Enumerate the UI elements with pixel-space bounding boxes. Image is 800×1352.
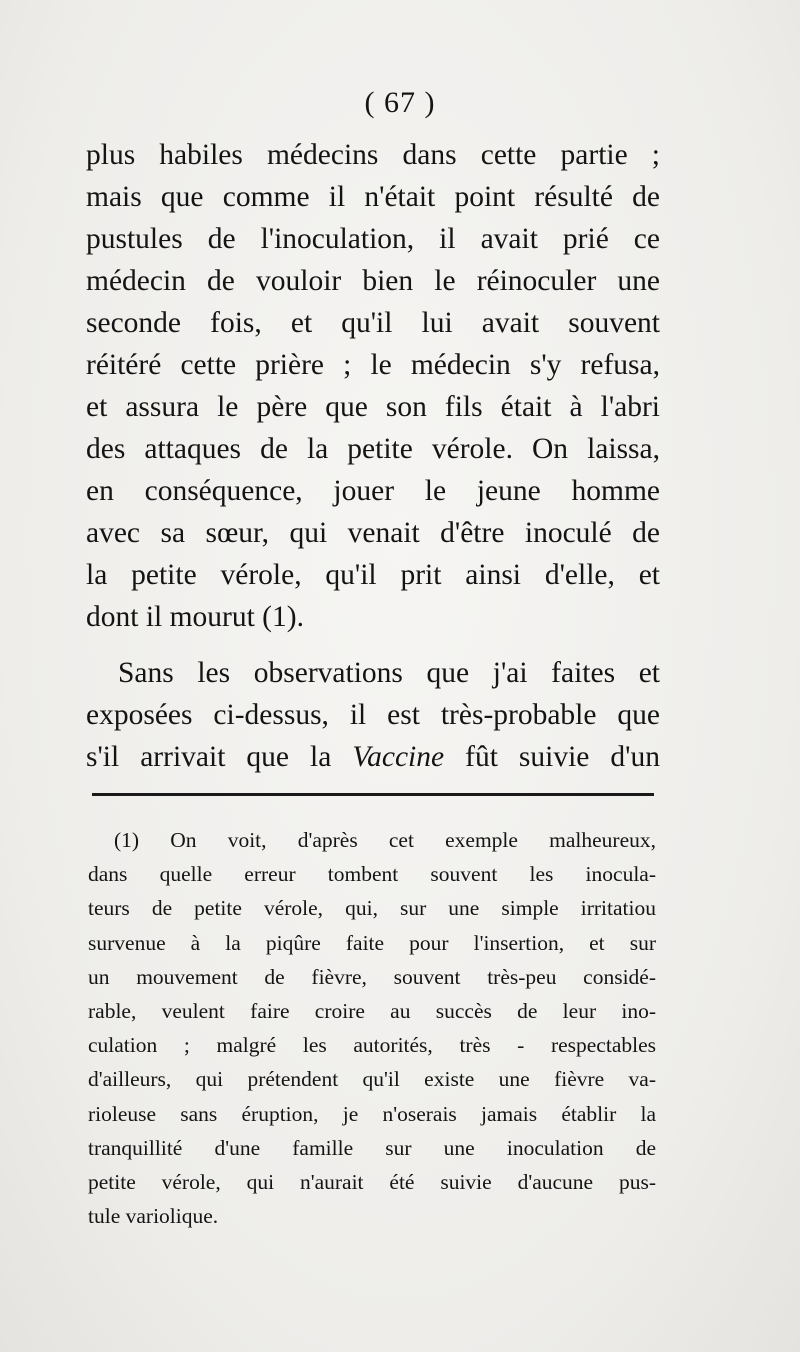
footnote-rule (92, 793, 654, 796)
text-line: médecin de vouloir bien le réinoculer une (86, 265, 660, 297)
footnote (88, 823, 656, 1233)
main-text (86, 134, 660, 778)
text-line: exposées ci-dessus, il est très-probable que (86, 699, 660, 731)
text-segment: fût suivie d'un (444, 741, 660, 773)
footnote-line: petite vérole, qui n'aurait été suivie d'aucune pus- (88, 1169, 656, 1194)
text-line: dont il mourut (1). (86, 601, 304, 633)
footnote-line: rioleuse sans éruption, je n'oserais jamais établir la (88, 1101, 656, 1126)
text-line (86, 736, 660, 778)
footnote-line: tule variolique. (88, 1204, 219, 1229)
text-line: en conséquence, jouer le jeune homme (86, 475, 660, 507)
text-segment: s'il arrivait que la (86, 741, 353, 773)
text-line: mais que comme il n'était point résulté de (86, 181, 660, 213)
text-line: plus habiles médecins dans cette partie ; (86, 139, 660, 171)
text-line: avec sa sœur, qui venait d'être inoculé de (86, 517, 660, 549)
footnote-line: dans quelle erreur tombent souvent les inocula- (88, 862, 656, 887)
footnote-line: teurs de petite vérole, qui, sur une simple irritatiou (88, 896, 656, 921)
page-number: ( 67 ) (364, 86, 436, 119)
footnote-line: un mouvement de fièvre, souvent très-peu considé- (88, 964, 656, 989)
text-line: pustules de l'inoculation, il avait prié ce (86, 223, 660, 255)
footnote-line: rable, veulent faire croire au succès de leur ino- (88, 998, 656, 1023)
text-line: des attaques de la petite vérole. On laissa, (86, 433, 660, 465)
text-line: réitéré cette prière ; le médecin s'y refusa, (86, 349, 660, 381)
footnote-line: culation ; malgré les autorités, très - respectables (88, 1033, 656, 1058)
footnote-line: d'ailleurs, qui prétendent qu'il existe une fièvre va- (88, 1067, 656, 1092)
footnote-line: (1) On voit, d'après cet exemple malheureux, (114, 828, 656, 852)
footnote-line: survenue à la piqûre faite pour l'insertion, et sur (88, 930, 656, 955)
text-line: et assura le père que son fils était à l'abri (86, 391, 660, 423)
italic-term-vaccine: Vaccine (352, 741, 445, 773)
footnote-line: tranquillité d'une famille sur une inoculation de (88, 1135, 656, 1160)
text-line: Sans les observations que j'ai faites et (118, 657, 660, 689)
text-line: seconde fois, et qu'il lui avait souvent (86, 307, 660, 339)
text-line: la petite vérole, qu'il prit ainsi d'elle, et (86, 559, 660, 591)
